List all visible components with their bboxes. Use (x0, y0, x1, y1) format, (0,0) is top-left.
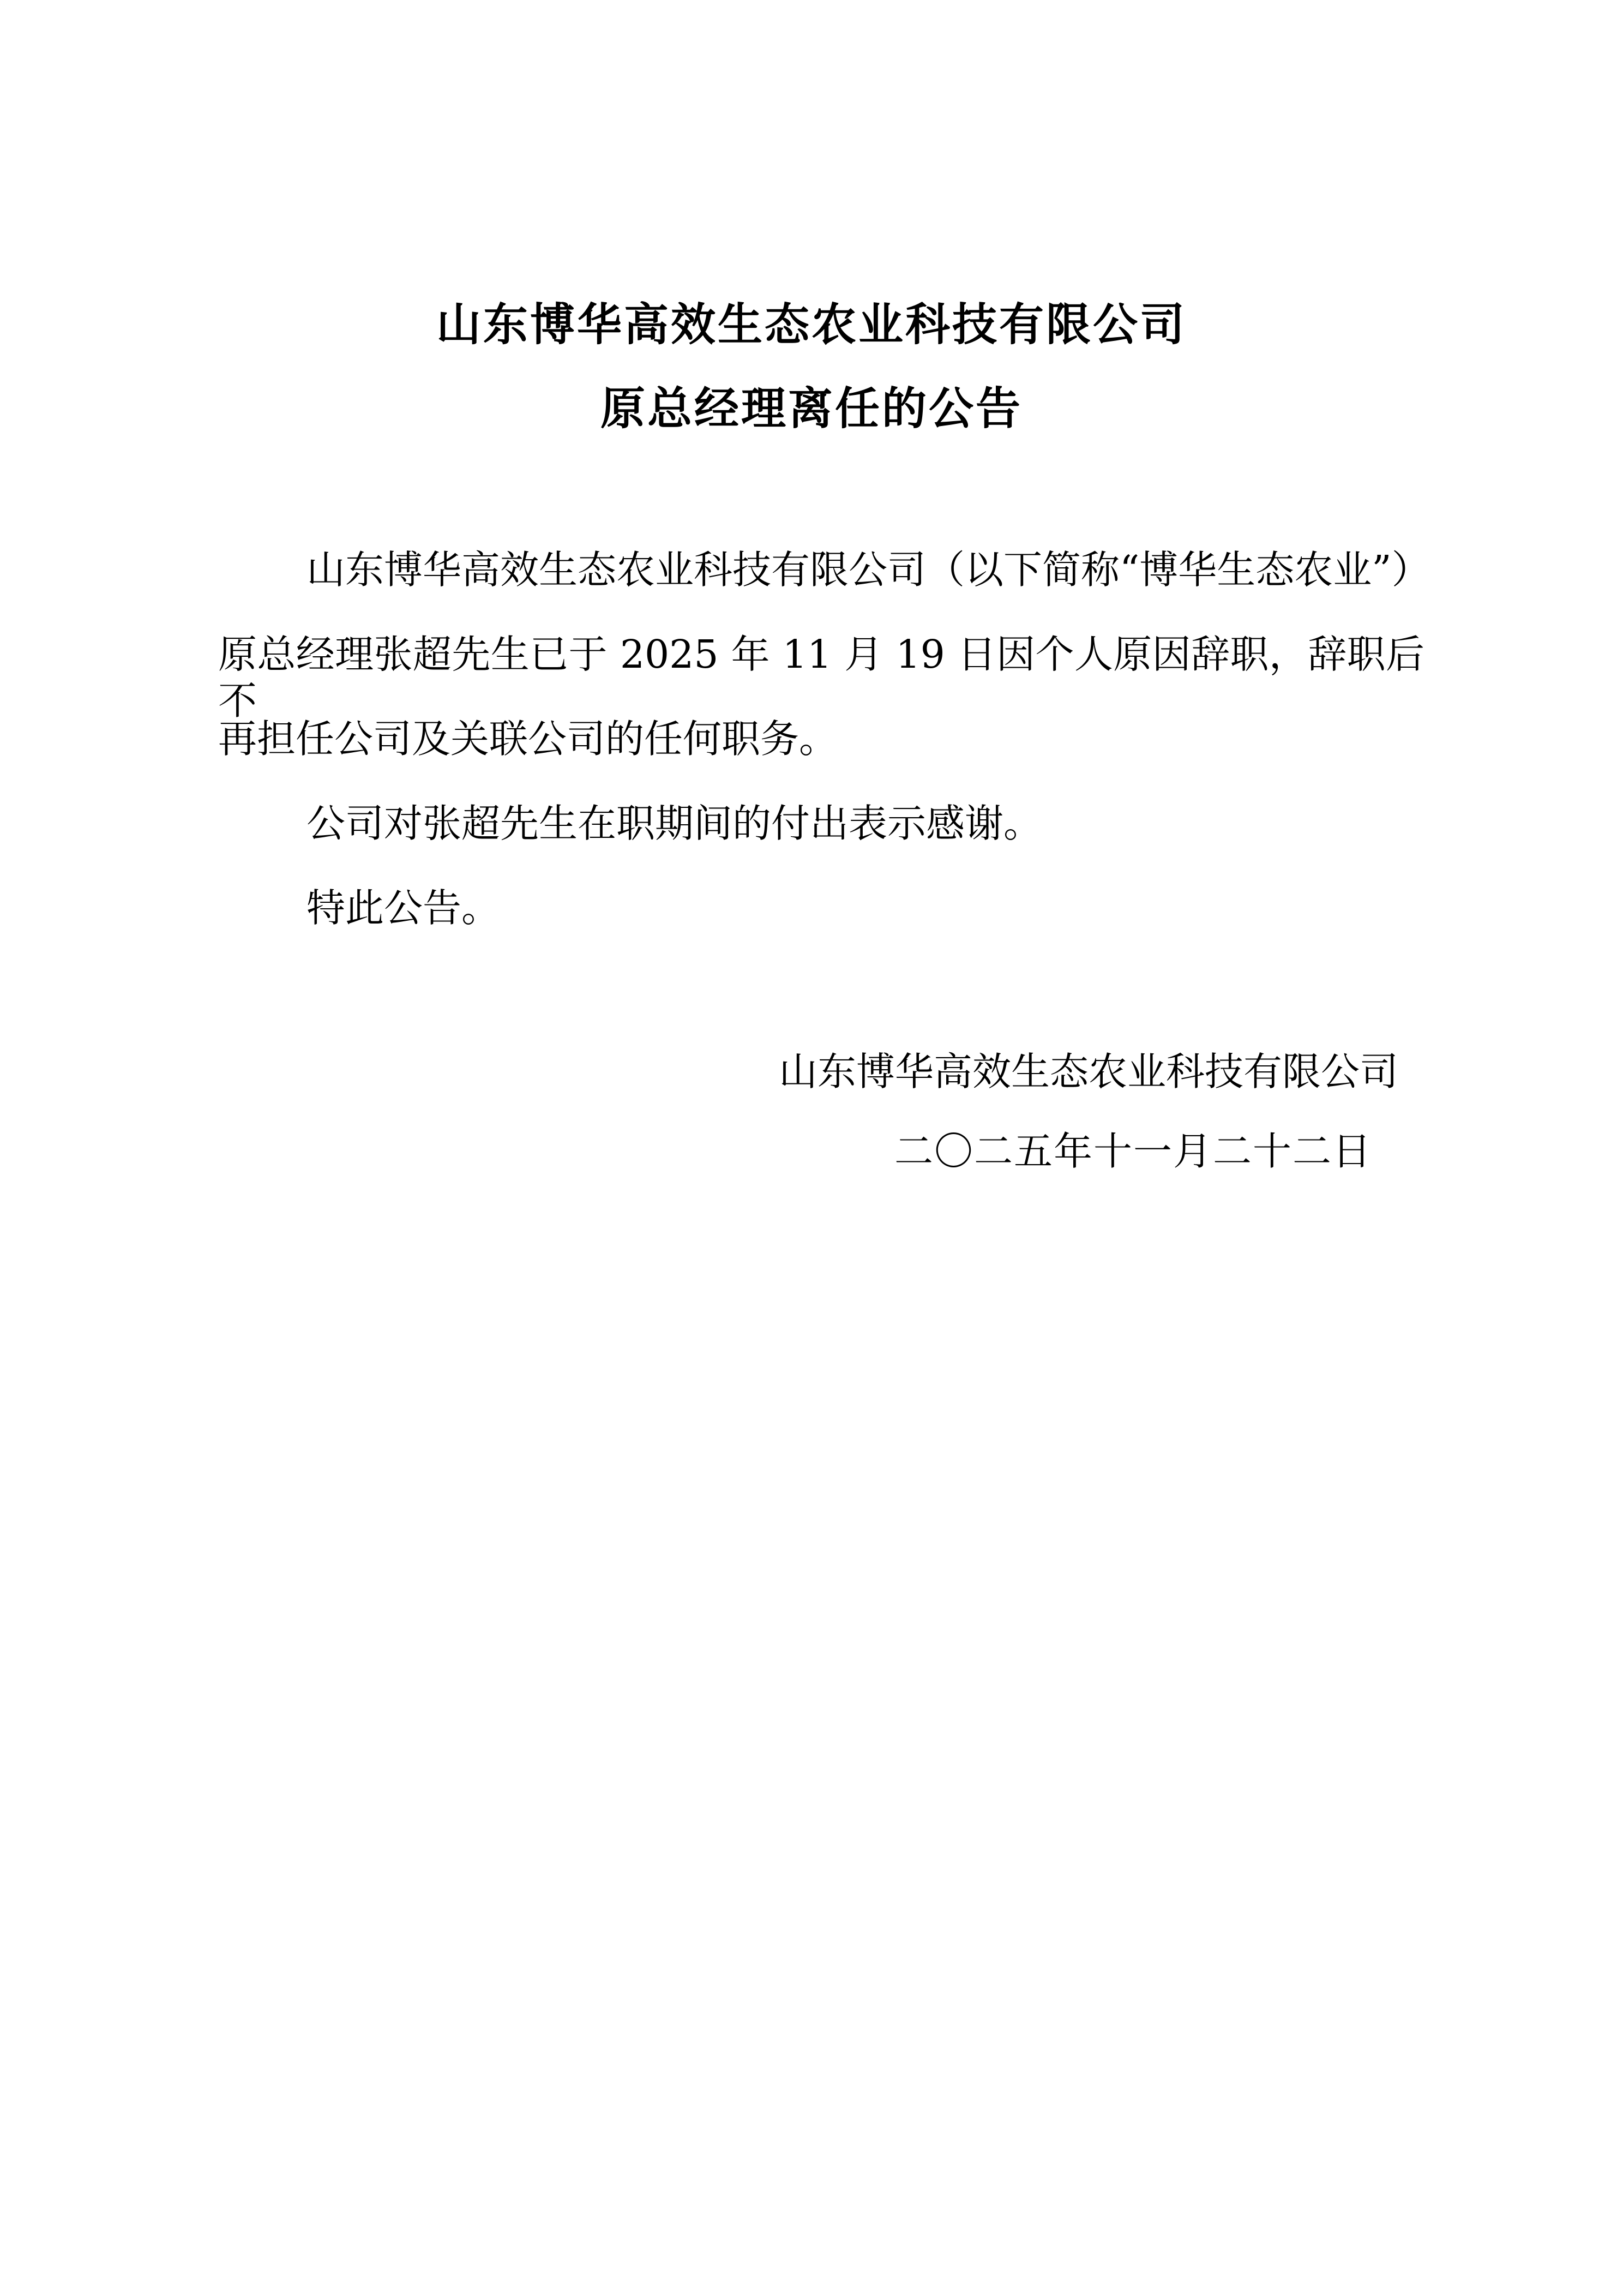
body-paragraph1-line3: 再担任公司及关联公司的任何职务。 (218, 716, 838, 762)
document-title-announcement: 原总经理离任的公告 (600, 382, 1023, 435)
signature-company-name: 山东博华高效生态农业科技有限公司 (778, 1049, 1398, 1094)
body-paragraph3: 特此公告。 (306, 885, 501, 931)
signature-date: 二〇二五年十一月二十二日 (894, 1129, 1372, 1174)
document-title-company-name: 山东博华高效生态农业科技有限公司 (436, 298, 1187, 351)
body-paragraph1-line1: 山东博华高效生态农业科技有限公司（以下简称“博华生态农业”） (306, 547, 1430, 592)
body-paragraph2: 公司对张超先生在职期间的付出表示感谢。 (306, 801, 1043, 846)
body-paragraph1-line2: 原总经理张超先生已于 2025 年 11 月 19 日因个人原因辞职，辞职后不 (218, 632, 1424, 724)
